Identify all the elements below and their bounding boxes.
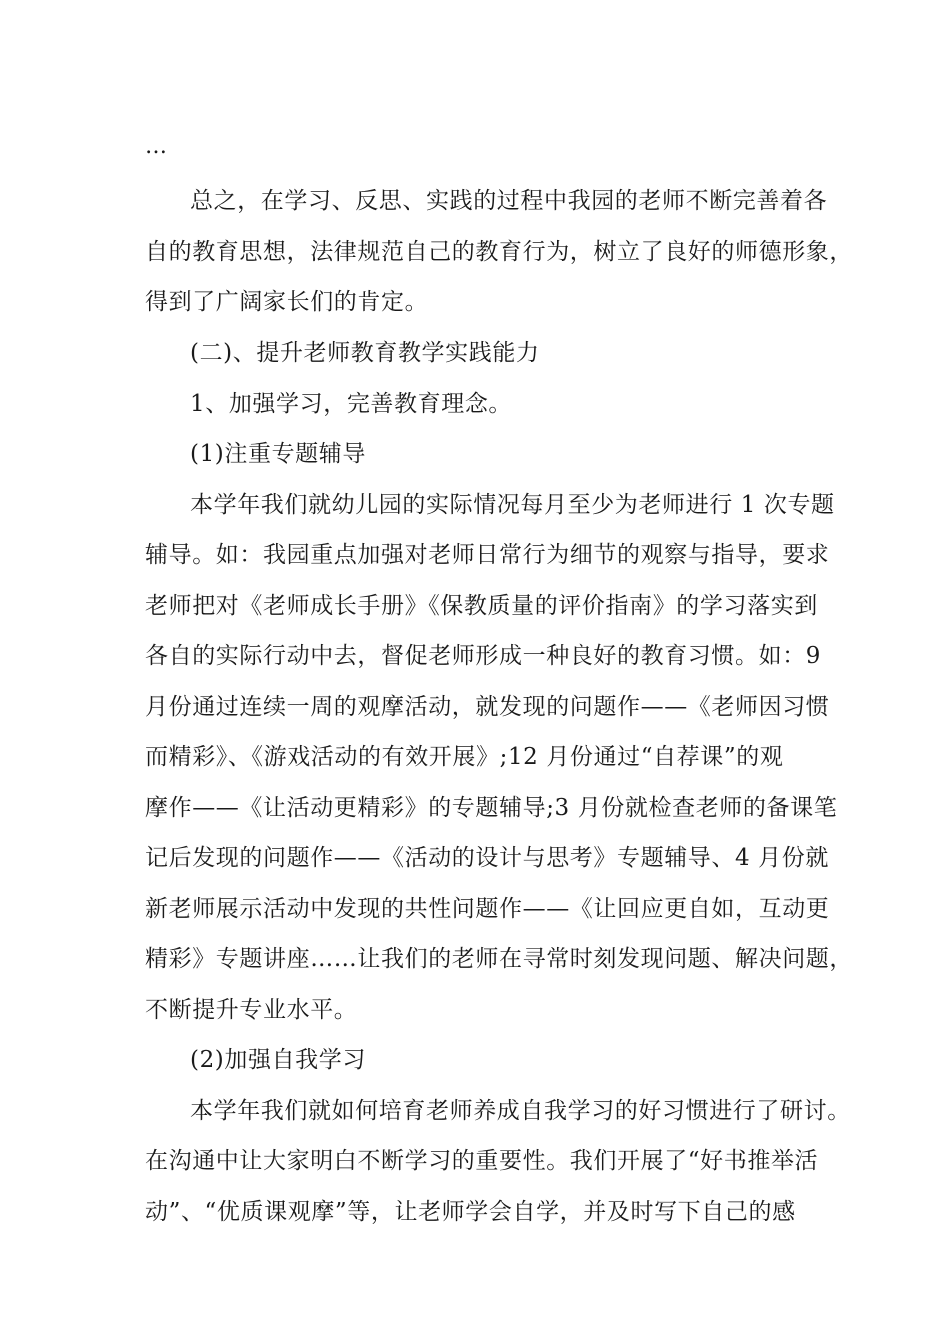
ellipsis-continuation: … — [145, 134, 167, 159]
section-heading: (二)、提升老师教育教学实践能力 — [190, 340, 540, 366]
paragraph-line: 不断提升专业水平。 — [145, 997, 358, 1023]
paragraph-line: 总之，在学习、反思、实践的过程中我园的老师不断完善着各 — [190, 188, 828, 214]
item-heading: (2)加强自我学习 — [190, 1047, 366, 1073]
paragraph-line: 动”、“优质课观摩”等，让老师学会自学，并及时写下自己的感 — [145, 1199, 796, 1225]
paragraph-line: 月份通过连续一周的观摩活动，就发现的问题作——《老师因习惯 — [145, 694, 830, 720]
paragraph-line: 本学年我们就幼儿园的实际情况每月至少为老师进行 1 次专题 — [190, 492, 835, 518]
paragraph-line: 摩作——《让活动更精彩》的专题辅导;3 月份就检查老师的备课笔 — [145, 795, 838, 821]
paragraph-line: 新老师展示活动中发现的共性问题作——《让回应更自如，互动更 — [145, 896, 830, 922]
paragraph-line: 本学年我们就如何培育老师养成自我学习的好习惯进行了研讨。 — [190, 1098, 851, 1124]
paragraph-line: 而精彩》、《游戏活动的有效开展》;12 月份通过“自荐课”的观 — [145, 744, 784, 770]
paragraph-line: 记后发现的问题作——《活动的设计与思考》专题辅导、4 月份就 — [145, 845, 829, 871]
paragraph-line: 自的教育思想，法律规范自己的教育行为，树立了良好的师德形象， — [145, 239, 853, 265]
paragraph-line: 辅导。如：我园重点加强对老师日常行为细节的观察与指导，要求 — [145, 542, 830, 568]
subsection-heading: 1、加强学习，完善教育理念。 — [190, 391, 513, 417]
item-heading: (1)注重专题辅导 — [190, 441, 366, 467]
paragraph-line: 精彩》专题讲座……让我们的老师在寻常时刻发现问题、解决问题， — [145, 946, 853, 972]
paragraph-line: 各自的实际行动中去，督促老师形成一种良好的教育习惯。如：9 — [145, 643, 822, 669]
paragraph-line: 在沟通中让大家明白不断学习的重要性。我们开展了“好书推举活 — [145, 1148, 819, 1174]
paragraph-line: 老师把对《老师成长手册》《保教质量的评价指南》的学习落实到 — [145, 593, 818, 619]
paragraph-line: 得到了广阔家长们的肯定。 — [145, 289, 429, 315]
